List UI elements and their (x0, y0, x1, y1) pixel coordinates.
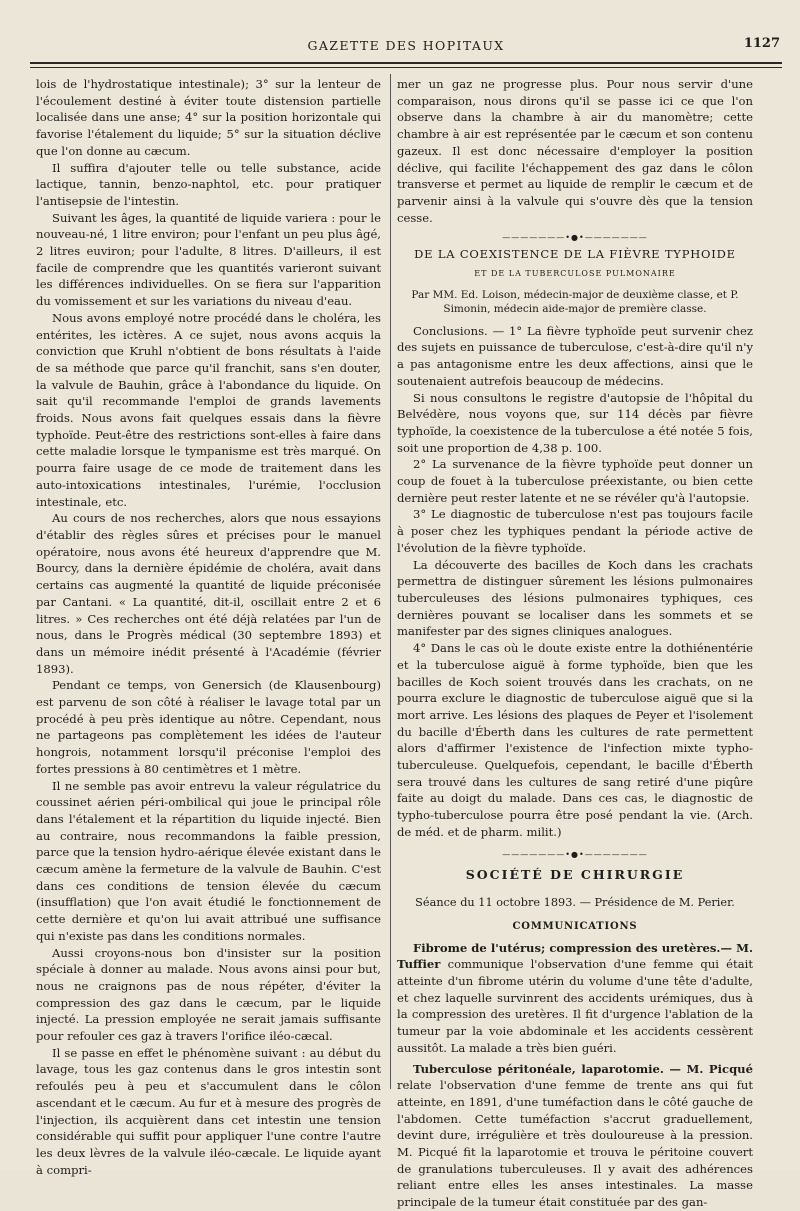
running-header (30, 36, 782, 56)
paragraph: Il suffira d'ajouter telle ou telle substance, acide lactique, tannin, benzo-naphtol, etc. pour pratiquer l'antisepsie de l'intestin. (36, 160, 381, 208)
section-separator: ———————•●•——————— (502, 849, 648, 859)
paragraph: mer un gaz ne progresse plus. Pour nous servir d'une comparaison, nous dirons qu'il se passe ici ce que l'on observe dans la chambre à air du manomètre; cette chambre à air est représentée par le cæcum et son contenu gazeux. Il est donc nécessaire d'employer la position déclive, qui facilite l'échappement des gaz dans le côlon transverse et permet au liquide de remplir le cæcum et de parvenir ainsi à la valvule qui s'ouvre dès que la tension cesse. (397, 77, 753, 225)
communication-text: relate l'observation d'une femme de trente ans qui fut atteinte, en 1891, d'une tuméfaction dans le côté gauche de l'abdomen. Cette tuméfaction s'accrut graduellement, devint dure, irrégulière et très douloureuse à la pression. M. Picqué fit la laparotomie et trouva le péritoine couvert de granulations tuberculeuses. Il y avait des adhérences reliant entre elles les anses intestinales. La masse principale de la tumeur était constituée par des gan- (397, 1078, 753, 1210)
left-column (36, 76, 381, 1177)
paragraph: 2° La survenance de la fièvre typhoïde peut donner un coup de fouet à la tuberculose préexistante, ou bien cette dernière peut rester latente et ne se révéler qu'à l'autopsie. (397, 457, 753, 505)
paragraph: Au cours de nos recherches, alors que nous essayions d'établir des règles sûres et précises pour le manuel opératoire, nous avons été heureux d'apprendre que M. Bourcy, dans la dernière épidémie de choléra, avait dans certains cas augmenté la quantité de liquide préconisée par Cantani. « La quantité, dit-il, oscillait entre 2 et 6 litres. » Ces recherches ont été déjà relatées par l'un de nous, dans le Progrès médical (30 septembre 1893) et dans un mémoire inédit présenté à l'Académie (février 1893). (36, 511, 381, 676)
communication-item (397, 1061, 753, 1211)
header-rule-top (30, 62, 782, 64)
paragraph: Nous avons employé notre procédé dans le choléra, les entérites, les ictères. A ce sujet, nous avons acquis la conviction que Kruhl n'obtient de bons résultats à l'aide de sa méthode que parce qu'il franchit, sans s'en douter, la valvule de Bauhin, grâce à l'abondance du liquide. On sait qu'il recommande l'emploi de grands lavements froids. Nous avons fait quelques essais dans la fièvre typhoïde. Peut-être des restrictions sont-elles à faire dans cette maladie lorsque le tympanisme est très marqué. On pourra faire usage de ce mode de traitement dans les auto-intoxications intestinales, l'urémie, l'occlusion intestinale, etc. (36, 310, 381, 509)
paragraph: Conclusions. — 1° La fièvre typhoïde peut survenir chez des sujets en puissance de tuberculose, c'est-à-dire qu'il n'y a pas antagonisme entre les deux affections, ainsi que le soutenaient autrefois beaucoup de médecins. (397, 323, 753, 388)
paragraph: Si nous consultons le registre d'autopsie de l'hôpital du Belvédère, nous voyons que, sur 114 décès par fièvre typhoïde, la coexistence de la tuberculose a été notée 5 fois, soit une proportion de 4,38 p. 100. (397, 390, 753, 455)
paragraph: lois de l'hydrostatique intestinale); 3° sur la lenteur de l'écoulement destiné à éviter toute distension partielle localisée dans une anse; 4° sur la position horizontale qui favorise l'étalement du liquide; 5° sur la situation déclive que l'on donne au cæcum. (36, 77, 381, 158)
communication-heading: Fibrome de l'utérus; compression des uretères.— M. Tuffier (397, 940, 753, 972)
communication-heading: Tuberculose péritonéale, laparotomie. — M. Picqué (413, 1061, 753, 1076)
paragraph: Aussi croyons-nous bon d'insister sur la position spéciale à donner au malade. Nous avons ainsi pour but, nous ne craignons pas de nous répéter, d'éviter la compression des gaz dans le cæcum, par le liquide injecté. La pression employée ne serait jamais suffisante pour refouler ces gaz à travers l'orifice iléo-cæcal. (36, 945, 381, 1044)
journal-title: GAZETTE DES HOPITAUX (307, 38, 505, 53)
paragraph: Suivant les âges, la quantité de liquide variera : pour le nouveau-né, 1 litre environ; pour l'enfant un peu plus âgé, 2 litres euviron; pour l'adulte, 8 litres. D'ailleurs, il est facile de comprendre que les quantités varieront suivant les différences individuelles. On se fiera sur l'apparition du vomissement et sur les variations du niveau d'eau. (36, 210, 381, 309)
paragraph: Il ne semble pas avoir entrevu la valeur régulatrice du coussinet aérien péri-ombilical qui joue le principal rôle dans l'étalement et la répartition du liquide injecté. Bien au contraire, nous recommandons la faible pression, parce que la tension hydro-aérique élevée existant dans le cæcum amène la fermeture de la valvule de Bauhin. C'est dans ces conditions de tension élevée du cæcum (insufflation) que l'on avait étudié le fonctionnement de cette dernière et qu'on lui avait attribué une suffisance qui n'existe pas dans les conditions normales. (36, 778, 381, 943)
paragraph: 3° Le diagnostic de tuberculose n'est pas toujours facile à poser chez les typhiques pendant la période active de l'évolution de la fièvre typhoïde. (397, 507, 753, 555)
article-byline: Par MM. Ed. Loison, médecin-major de deuxième classe, et P. Simonin, médecin aide-major de première classe. (411, 288, 739, 315)
paragraph: Pendant ce temps, von Genersich (de Klausenbourg) est parvenu de son côté à réaliser le lavage total par un procédé à peu près identique au nôtre. Cependant, nous ne partageons pas complètement les idées de l'auteur hongrois, notamment lorsqu'il préconise l'emploi des fortes pressions à 80 centimètres et 1 mètre. (36, 678, 381, 776)
section-separator: ———————•●•——————— (502, 233, 648, 243)
session-line: Séance du 11 octobre 1893. — Présidence de M. Perier. (415, 896, 735, 910)
right-column (397, 76, 753, 1210)
paragraph: La découverte des bacilles de Koch dans les crachats permettra de distinguer sûrement les lésions pulmonaires tuberculeuses des lésions pulmonaires typhiques, ces dernières pouvant se localiser dans les sommets et se manifester par des signes cliniques analogues. (397, 557, 753, 639)
article-title: DE LA COEXISTENCE DE LA FIÈVRE TYPHOIDE (414, 247, 736, 262)
communication-item (397, 940, 753, 1057)
header-rule-bottom (30, 67, 782, 68)
article-subtitle: ET DE LA TUBERCULOSE PULMONAIRE (474, 269, 676, 279)
column-divider (390, 74, 391, 1089)
paragraph: Il se passe en effet le phénomène suivant : au début du lavage, tous les gaz contenus dans le gros intestin sont refoulés peu à peu et s'accumulent dans le côlon ascendant et le cæcum. Au fur et à mesure des progrès de l'injection, ils acquièrent dans cet intestin une tension considérable qui suffit pour appliquer l'une contre l'autre les deux lèvres de la valvule iléo-cæcale. Le liquide ayant à compri- (36, 1045, 381, 1177)
paragraph: 4° Dans le cas où le doute existe entre la dothiénentérie et la tuberculose aiguë à forme typhoïde, bien que les bacilles de Koch soient trouvés dans les crachats, on ne pourra exclure le diagnostic de tuberculose aiguë que si la mort arrive. Les lésions des plaques de Peyer et l'isolement du bacille d'Éberth dans les cultures de rate permettent alors d'affirmer l'existence de l'infection mixte typho-tuberculeuse. Quelquefois, cependant, le bacille d'Éberth sera trouvé dans les cultures de sang retiré d'une piqûre faite au doigt du malade. Dans ces cas, le diagnostic de typho-tuberculose pourra être posé pendant la vie. (Arch. de méd. et de pharm. milit.) (397, 641, 753, 839)
communications-heading: COMMUNICATIONS (512, 920, 638, 932)
page-number: 1127 (743, 36, 780, 51)
society-title: SOCIÉTÉ DE CHIRURGIE (465, 866, 685, 882)
communication-text: communique l'observation d'une femme qui était atteinte d'un fibrome utérin du volume d'une tête d'adulte, et chez laquelle survinrent des accidents urémiques, dus à la compression des uretères. Il fit d'urgence l'ablation de la tumeur par la voie abdominale et les accidents cessèrent aussitôt. La malade a très bien guéri. (397, 957, 753, 1055)
